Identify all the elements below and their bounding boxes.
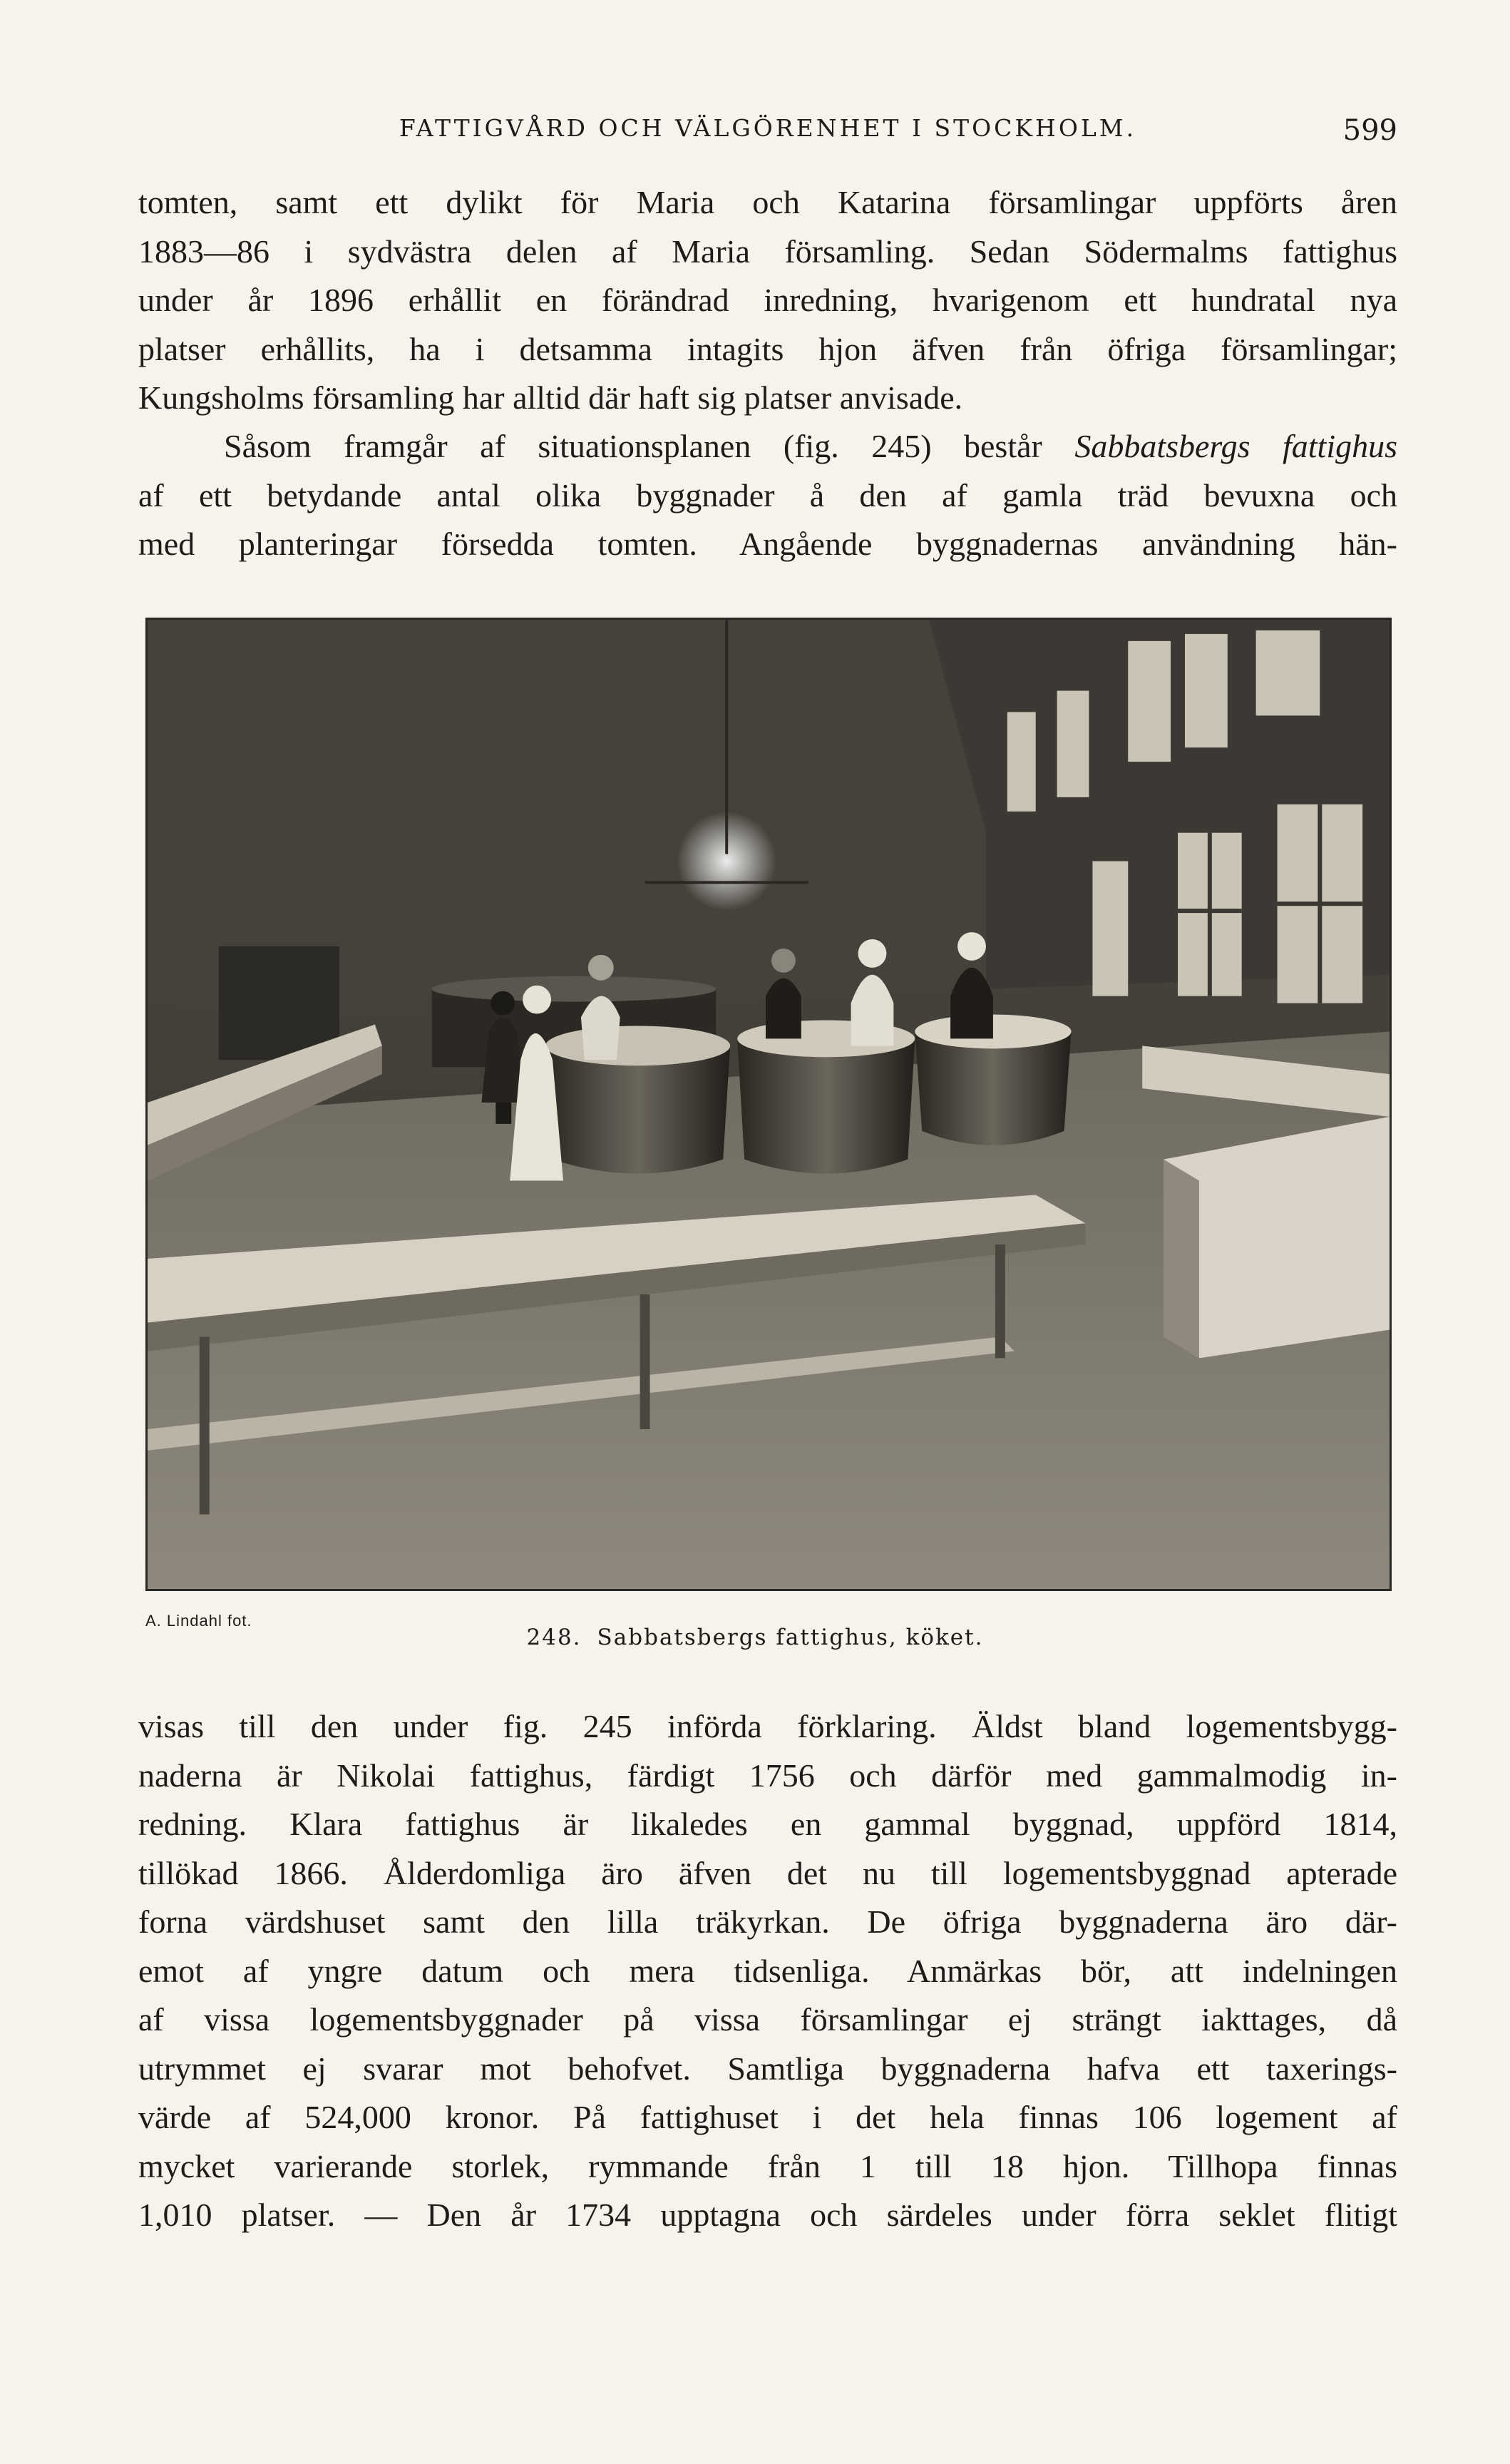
paragraph-1 [138, 178, 1397, 423]
text-line: af vissa logementsbyggnader på vissa församlingar ej strängt iakttages, då [138, 2001, 1397, 2038]
text-line: visas till den under fig. 245 införda förklaring. Äldst bland logementsbygg- [138, 1708, 1397, 1744]
figure-caption [0, 1625, 1510, 1650]
running-title: FATTIGVÅRD OCH VÄLGÖRENHET I STOCKHOLM. [399, 114, 1137, 142]
text-line: platser erhållits, ha i detsamma intagits hjon äfven från öfriga församlingar; [138, 330, 1397, 367]
paragraph-3 [138, 1702, 1397, 2240]
text-line: forna värdshuset samt den lilla träkyrkan. De öfriga byggnaderna äro där- [138, 1903, 1397, 1940]
text-line: tillökad 1866. Ålderdomliga äro äfven det nu till logementsbyggnad apterade [138, 1854, 1397, 1891]
text-line: mycket varierande storlek, rymmande från 1 till 18 hjon. Tillhopa finnas [138, 2147, 1397, 2184]
photo-credit: A. Lindahl fot. [145, 1612, 252, 1630]
text-line: 1,010 platser. — Den år 1734 upptagna och särdeles under förra seklet flitigt [138, 2197, 1397, 2233]
page-number: 599 [1342, 114, 1397, 147]
text-run: Såsom framgår af situationsplanen (fig. 245) består [224, 428, 1042, 464]
figure-number: 248. [526, 1625, 582, 1650]
text-line: af ett betydande antal olika byggnader å den af gamla träd bevuxna och [138, 476, 1397, 513]
text-line: emot af yngre datum och mera tidsenliga. Anmärkas bör, att indelningen [138, 1952, 1397, 1989]
text-line: med planteringar försedda tomten. Angående byggnadernas användning hän- [138, 526, 1397, 562]
text-line: utrymmet ej svarar mot behofvet. Samtliga byggnaderna hafva ett taxerings- [138, 2050, 1397, 2087]
text-line: under år 1896 erhållit en förändrad inredning, hvarigenom ett hundratal nya [138, 282, 1397, 318]
figure-caption-text: Sabbatsbergs fattighus, köket. [597, 1625, 984, 1650]
text-line [138, 422, 1397, 471]
italic-building-name: Sabbatsbergs fattighus [1074, 428, 1398, 464]
text-line: värde af 524,000 kronor. På fattighuset i det hela finnas 106 logement af [138, 2099, 1397, 2135]
text-line: tomten, samt ett dylikt för Maria och Katarina församlingar uppförts åren [138, 184, 1397, 220]
kitchen-photo-illustration [148, 620, 1390, 1589]
text-line: naderna är Nikolai fattighus, färdigt 1756 och därför med gammalmodig in- [138, 1757, 1397, 1794]
running-head [138, 114, 1397, 157]
text-line: Kungsholms församling har alltid där haft sig platser anvisade. [138, 379, 963, 416]
paragraph-2 [138, 422, 1397, 569]
kitchen-photograph [145, 618, 1392, 1591]
text-line: redning. Klara fattighus är likaledes en gammal byggnad, uppförd 1814, [138, 1806, 1397, 1842]
text-line: 1883—86 i sydvästra delen af Maria församling. Sedan Södermalms fattighus [138, 232, 1397, 270]
